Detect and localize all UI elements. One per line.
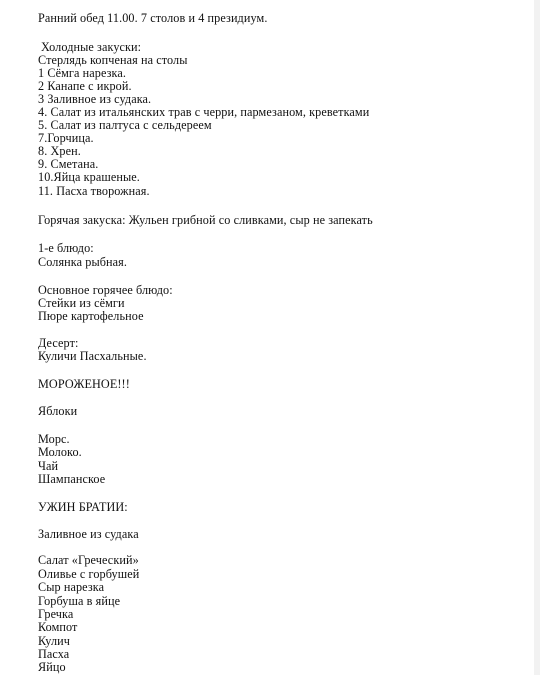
scan-edge [534, 0, 540, 675]
menu-item: 4. Салат из итальянских трав с черри, пармезаном, креветками [38, 105, 370, 119]
drink-item: Морс. [38, 432, 70, 446]
supper-item: Горбуша в яйце [38, 594, 121, 608]
hot-starter-line: Горячая закуска: Жульен грибной со сливками, сыр не запекать [38, 213, 373, 227]
menu-item: 3 Заливное из судака. [38, 92, 152, 106]
drink-item: Чай [38, 459, 59, 473]
menu-item: 9. Сметана. [38, 157, 99, 171]
supper-item: Сыр нарезка [38, 580, 105, 594]
supper-title: УЖИН БРАТИИ: [38, 500, 128, 514]
supper-item: Гречка [38, 607, 74, 621]
dessert-title: Десерт: [38, 336, 79, 350]
menu-item: 7.Горчица. [38, 131, 94, 145]
supper-item: Пасха [38, 647, 70, 661]
supper-item: Компот [38, 620, 78, 634]
first-course-title: 1-е блюдо: [38, 241, 94, 255]
supper-item: Оливье с горбушей [38, 567, 140, 581]
supper-item: Яйцо [38, 660, 66, 674]
supper-item: Кулич [38, 634, 71, 648]
menu-item: Куличи Пасхальные. [38, 349, 147, 363]
main-course-title: Основное горячее блюдо: [38, 283, 173, 297]
icecream-line: МОРОЖЕНОЕ!!! [38, 377, 130, 391]
drink-item: Шампанское [38, 472, 106, 486]
apples-line: Яблоки [38, 404, 78, 418]
menu-item: Пюре картофельное [38, 309, 144, 323]
menu-item: 8. Хрен. [38, 144, 81, 158]
header-line: Ранний обед 11.00. 7 столов и 4 президиум. [38, 11, 268, 25]
menu-item: Стейки из сёмги [38, 296, 125, 310]
menu-item: Солянка рыбная. [38, 255, 128, 269]
menu-item: 2 Канапе с икрой. [38, 79, 132, 93]
menu-item: 5. Салат из палтуса с сельдереем [38, 118, 212, 132]
supper-item: Салат «Греческий» [38, 553, 139, 567]
menu-item: 11. Пасха творожная. [38, 184, 150, 198]
menu-item: Стерлядь копченая на столы [38, 53, 188, 67]
cold-appetizers-title: Холодные закуски: [41, 40, 142, 54]
menu-item: 1 Сёмга нарезка. [38, 66, 127, 80]
menu-item: 10.Яйца крашеные. [38, 170, 140, 184]
drink-item: Молоко. [38, 445, 82, 459]
supper-aspic-line: Заливное из судака [38, 527, 139, 541]
